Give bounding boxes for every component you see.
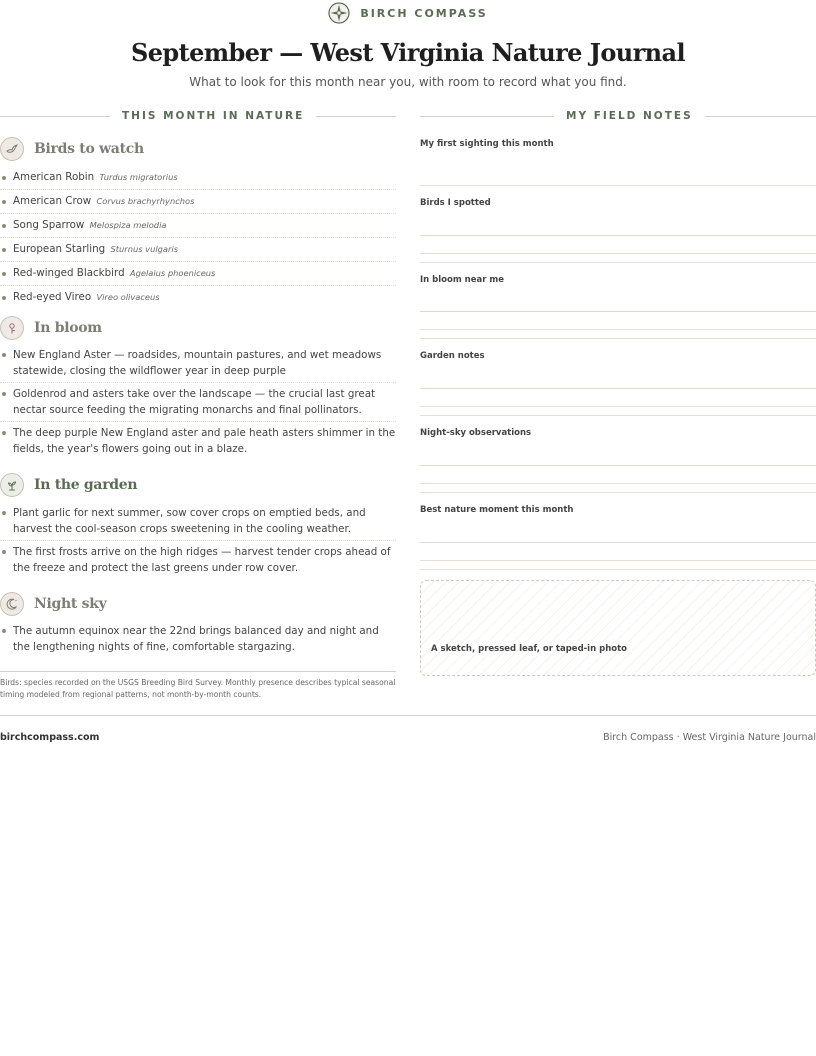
list-item (0, 262, 396, 286)
compass-icon (328, 2, 350, 24)
list-item: Plant garlic for next summer, sow cover crops on emptied beds, and harvest the cool-season crops sweetening in the cooling weather. (0, 502, 396, 541)
write-line[interactable] (420, 542, 816, 543)
bird-name: American Crow (13, 195, 92, 207)
brand (0, 2, 816, 24)
column-heading-nature (0, 110, 396, 122)
field-label: Best nature moment this month (420, 505, 574, 515)
moon-icon (0, 592, 24, 616)
write-line[interactable] (420, 406, 816, 407)
write-line[interactable] (420, 235, 816, 236)
footer-credit: Birch Compass · West Virginia Nature Journal (603, 732, 816, 743)
section-bloom-header (0, 316, 102, 340)
sketch-label: A sketch, pressed leaf, or taped-in photo (431, 644, 627, 654)
bird-name: Red-winged Blackbird (13, 267, 125, 279)
list-item: Goldenrod and asters take over the landscape — the crucial last great nectar source feeding the migrating monarchs and final pollinators. (0, 383, 396, 422)
write-line[interactable] (420, 262, 816, 263)
list-item: The deep purple New England aster and pale heath asters shimmer in the fields, the year's flowers going out in a blaze. (0, 422, 396, 460)
bird-scientific-name: Vireo olivaceus (96, 292, 160, 302)
write-line[interactable] (420, 483, 816, 484)
bird-scientific-name: Turdus migratorius (99, 172, 178, 182)
night-list (0, 620, 396, 658)
list-item (0, 190, 396, 214)
column-heading-nature-label: THIS MONTH IN NATURE (122, 110, 305, 122)
field-label: Birds I spotted (420, 198, 491, 208)
write-line[interactable] (420, 465, 816, 466)
sketch-box[interactable] (420, 580, 816, 676)
page-subtitle: What to look for this month near you, with room to record what you find. (189, 75, 627, 89)
list-item (0, 166, 396, 190)
page-title: September — West Virginia Nature Journal (131, 38, 685, 67)
bird-name: European Starling (13, 243, 106, 255)
flower-icon (0, 316, 24, 340)
section-night-header (0, 592, 106, 616)
field-label: Night-sky observations (420, 428, 532, 438)
field-label: In bloom near me (420, 275, 504, 285)
bloom-list (0, 344, 396, 460)
write-line[interactable] (420, 311, 816, 312)
bird-scientific-name: Corvus brachyrhynchos (96, 196, 195, 206)
section-night-title: Night sky (34, 596, 107, 612)
list-item: New England Aster — roadsides, mountain pastures, and wet meadows statewide, closing the wildflower year in deep purple (0, 344, 396, 383)
footnote: Birds: species recorded on the USGS Breeding Bird Survey. Monthly presence describes typical seasonal timing modeled from regional patterns, not month-by-month counts. (0, 671, 396, 701)
write-line[interactable] (420, 338, 816, 339)
bird-scientific-name: Melospiza melodia (89, 220, 167, 230)
bird-scientific-name: Agelaius phoeniceus (129, 268, 216, 278)
list-item (0, 238, 396, 262)
write-line[interactable] (420, 569, 816, 570)
write-line[interactable] (420, 560, 816, 561)
sprout-icon (0, 473, 24, 497)
section-bloom-title: In bloom (34, 320, 102, 336)
bird-name: American Robin (13, 171, 95, 183)
field-label: Garden notes (420, 351, 485, 361)
field-night-sky[interactable] (420, 428, 816, 496)
field-best-moment[interactable] (420, 505, 816, 573)
list-item (0, 286, 396, 309)
list-item (0, 214, 396, 238)
bird-icon (0, 137, 24, 161)
column-heading-notes (420, 110, 816, 122)
field-first-sighting[interactable] (420, 139, 816, 189)
bird-name: Red-eyed Vireo (13, 291, 92, 303)
footer-website-link[interactable]: birchcompass.com (0, 732, 100, 743)
field-garden-notes[interactable] (420, 351, 816, 419)
write-line[interactable] (420, 253, 816, 254)
field-birds-spotted[interactable] (420, 198, 816, 266)
birds-list (0, 166, 396, 309)
field-label: My first sighting this month (420, 139, 554, 149)
section-garden-header (0, 473, 137, 497)
brand-name: BIRCH COMPASS (360, 6, 488, 20)
write-line[interactable] (420, 185, 816, 186)
write-line[interactable] (420, 388, 816, 389)
list-item: The autumn equinox near the 22nd brings balanced day and night and the lengthening nights of fine, comfortable stargazing. (0, 620, 396, 658)
garden-list (0, 502, 396, 579)
write-line[interactable] (420, 415, 816, 416)
list-item: The first frosts arrive on the high ridges — harvest tender crops ahead of the freeze and protect the last greens under row cover. (0, 541, 396, 579)
field-in-bloom[interactable] (420, 275, 816, 341)
footer-divider (0, 715, 816, 716)
section-birds-title: Birds to watch (34, 141, 144, 157)
column-heading-notes-label: MY FIELD NOTES (566, 110, 693, 122)
section-garden-title: In the garden (34, 477, 138, 493)
write-line[interactable] (420, 329, 816, 330)
bird-name: Song Sparrow (13, 219, 85, 231)
section-birds-header (0, 137, 144, 161)
write-line[interactable] (420, 492, 816, 493)
bird-scientific-name: Sturnus vulgaris (110, 244, 179, 254)
